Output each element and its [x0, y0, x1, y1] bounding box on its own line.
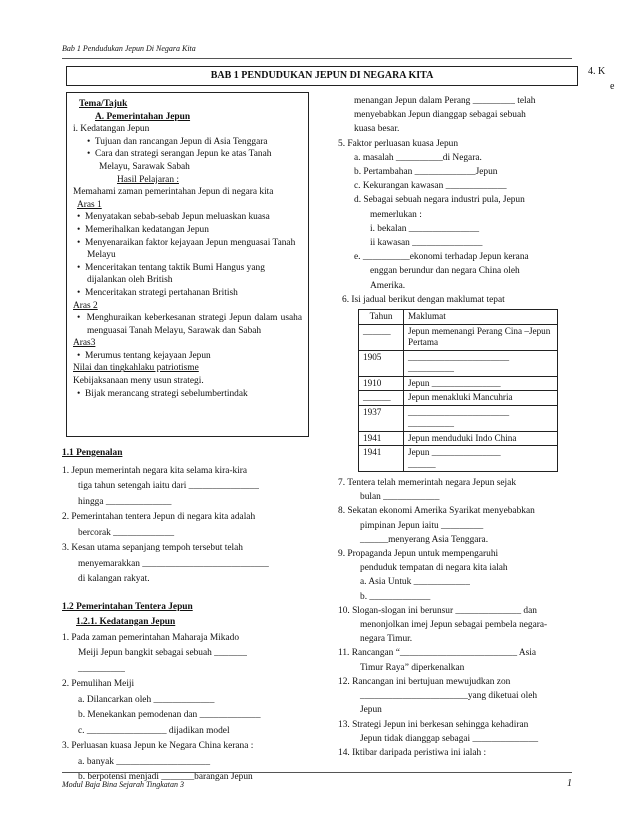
timeline-table: [358, 309, 558, 472]
question-item: [338, 504, 578, 547]
nilai-text: Kebijaksanaan meny usun strategi.: [73, 376, 204, 387]
continued-text: menangan Jepun dalam Perang _________ telah: [354, 96, 536, 106]
aras1-item: • Menyatakan sebab-sebab Jepun meluaskan kuasa: [77, 212, 270, 223]
year-cell: 1941: [359, 431, 404, 446]
question-line: 13. Strategi Jepun ini berkesan sehingga kehadiran: [338, 719, 529, 730]
right-column: [338, 94, 578, 760]
aras1-item: • Menyenaraikan faktor kejayaan Jepun menguasai Tanah Melayu: [77, 237, 296, 261]
perluasan-item: a. banyak ____________________: [78, 756, 211, 767]
question-line: ______menyerang Asia Tenggara.: [360, 534, 489, 545]
q5-item-cont: memerlukan :: [370, 209, 422, 220]
question-line: _______________________yang diketuai oleh: [360, 691, 538, 702]
year-cell: 1905: [359, 350, 404, 376]
nilai-item: • Bijak merancang strategi sebelumbertindak: [77, 388, 248, 399]
meiji-item: a. Dilancarkan oleh _____________: [78, 694, 215, 705]
question-line: Timur Raya” diperkenalkan: [360, 662, 465, 673]
question-line: 11. Rancangan “_________________________ Asia: [338, 648, 537, 659]
aras2-label: Aras 2: [73, 300, 98, 311]
q5-item-e-cont: enggan berundur dan negara China oleh: [370, 266, 520, 277]
year-cell: 1910: [359, 376, 404, 391]
section-1-2-heading: 1.2 Pemerintahan Tentera Jepun: [62, 601, 193, 612]
question-line: Jepun: [360, 705, 382, 716]
question-line: a. Asia Untuk ____________: [360, 577, 470, 588]
topic-item: • Tujuan dan rancangan Jepun di Asia Tenggara: [87, 136, 268, 147]
chapter-title: BAB 1 PENDUDUKAN JEPUN DI NEGARA KITA: [66, 66, 578, 86]
question-line: negara Timur.: [360, 634, 413, 645]
table-header-row: [359, 310, 558, 325]
corner-line-2: e: [610, 81, 615, 92]
question-item: [338, 646, 578, 674]
year-cell: 1941: [359, 446, 404, 472]
question-1-2-1: 1. Pada zaman pemerintahan Maharaja Mikado Meiji Jepun bangkit sebagai sebuah _______ __________: [62, 632, 247, 674]
table-row: [359, 350, 558, 376]
question-line: 10. Slogan-slogan ini berunsur ______________ dan: [338, 605, 537, 616]
aras3-label: Aras3: [73, 338, 96, 349]
q5-subitem: i. bekalan _______________: [370, 223, 480, 234]
question-item: [338, 675, 578, 718]
section-1-2-1-heading: 1.2.1. Kedatangan Jepun: [76, 617, 176, 627]
aras1-label: Aras 1: [77, 199, 102, 210]
question-item: [338, 547, 578, 604]
question-line: bulan ____________: [360, 492, 440, 503]
year-cell: ______: [359, 324, 404, 350]
running-header: Bab 1 Pendudukan Jepun Di Negara Kita: [62, 44, 196, 53]
info-cell: Jepun menduduki Indo China: [404, 431, 558, 446]
question-line: b. _____________: [360, 591, 431, 602]
question-5: 5. Faktor perluasan kuasa Jepun: [338, 138, 459, 149]
aras1-item: • Memerihalkan kedatangan Jepun: [77, 224, 209, 235]
section-1-1-heading: 1.1 Pengenalan: [62, 448, 123, 458]
q5-item: a. masalah __________di Negara.: [354, 152, 482, 163]
info-cell: ______________________ __________: [404, 405, 558, 431]
page-number: 1: [567, 778, 572, 789]
question-line: menonjolkan imej Jepun sebagai pembela negara-: [360, 620, 548, 631]
year-cell: ______: [359, 391, 404, 406]
question-perluasan: 3. Perluasan kuasa Jepun ke Negara China kerana :: [62, 741, 254, 751]
corner-text: [588, 64, 628, 94]
question-3: 3. Kesan utama sepanjang tempoh tersebut telah menyemarakkan ___________________________ di kalangan rakyat.: [62, 543, 269, 584]
info-cell: ______________________ __________: [404, 350, 558, 376]
meiji-item: c. _________________ dijadikan model: [78, 725, 230, 736]
info-cell: Jepun _______________ ______: [404, 446, 558, 472]
question-2: 2. Pemerintahan tentera Jepun di negara kita adalah bercorak _____________: [62, 512, 256, 538]
info-cell: Jepun _______________: [404, 376, 558, 391]
table-header-cell: Maklumat: [404, 310, 558, 325]
topic-summary-box: [66, 92, 309, 437]
question-line: Jepun tidak dianggap sebagai ______________: [360, 733, 539, 744]
question-line: 7. Tentera telah memerintah negara Jepun sejak: [338, 478, 517, 489]
perluasan-item: b. berpotensi menjadi _______barangan Jepun: [78, 772, 253, 782]
question-item: [338, 746, 578, 760]
question-line: 8. Sekatan ekonomi Amerika Syarikat menyebabkan: [338, 506, 535, 517]
aras1-item: • Menceritakan tentang taktik Bumi Hangus yang dijalankan oleh British: [77, 262, 265, 286]
q5-item: c. Kekurangan kawasan _____________: [354, 181, 507, 192]
footer-rule: [62, 772, 572, 773]
corner-line-1: 4. K: [588, 66, 606, 77]
question-line: 9. Propaganda Jepun untuk mempengaruhi: [338, 549, 499, 560]
info-cell: Jepun menakluki Mancuhria: [404, 391, 558, 406]
table-row: [359, 431, 558, 446]
question-line: pimpinan Jepun iaitu _________: [360, 520, 484, 531]
section-a-heading: A. Pemerintahan Jepun: [95, 111, 191, 122]
q5-subitem: ii kawasan _______________: [370, 238, 483, 249]
question-line: penduduk tempatan di negara kita ialah: [360, 563, 508, 574]
sub-heading: i. Kedatangan Jepun: [73, 124, 150, 135]
aras3-item: • Merumus tentang kejayaan Jepun: [77, 350, 211, 361]
topic-item: • Cara dan strategi serangan Jepun ke atas Tanah Melayu, Sarawak Sabah: [87, 149, 272, 172]
hasil-label: Hasil Pelajaran :: [117, 174, 179, 185]
table-header-cell: Tahun: [359, 310, 404, 325]
question-1: 1. Jepun memerintah negara kita selama kira-kira tiga tahun setengah iaitu dari _______________ hingga ______________: [62, 465, 259, 507]
table-row: [359, 446, 558, 472]
table-row: [359, 376, 558, 391]
year-cell: 1937: [359, 405, 404, 431]
tema-label: Tema/Tajuk: [79, 99, 128, 109]
table-row: [359, 324, 558, 350]
footer-module: Modul Baja Bina Sejarah Tingkatan 3: [62, 780, 184, 789]
question-line: 14. Iktibar daripada peristiwa ini ialah :: [338, 747, 487, 758]
question-item: [338, 718, 578, 746]
table-row: [359, 405, 558, 431]
question-pemulihan-meiji: 2. Pemulihan Meiji: [62, 679, 135, 689]
meiji-item: b. Menekankan pemodenan dan _____________: [78, 710, 261, 720]
hasil-text: Memahami zaman pemerintahan Jepun di negara kita: [73, 187, 274, 198]
question-6: 6. Isi jadual berikut dengan maklumat tepat: [342, 294, 505, 305]
question-item: [338, 476, 578, 504]
q5-item: b. Pertambahan _____________Jepun: [354, 167, 498, 178]
continued-text: menyebabkan Jepun dianggap sebagai sebuah: [354, 110, 526, 121]
q5-item-e-cont: Amerika.: [370, 280, 406, 291]
question-line: 12. Rancangan ini bertujuan mewujudkan zon: [338, 676, 511, 687]
info-cell: Jepun memenangi Perang Cina –Jepun Pertama: [404, 324, 558, 350]
header-rule: [62, 58, 572, 59]
table-row: [359, 391, 558, 406]
aras2-item: • Menghuraikan keberkesanan strategi Jepun dalam usaha menguasai Tanah Melayu, Sarawak dan Sabah: [77, 313, 302, 336]
aras1-item: • Menceritakan strategi pertahanan British: [77, 287, 238, 298]
q5-item-e: e. __________ekonomi terhadap Jepun kerana: [354, 252, 529, 263]
left-column: [62, 446, 312, 786]
later-questions: [338, 476, 578, 760]
q5-item: d. Sebagai sebuah negara industri pula, Jepun: [354, 195, 525, 206]
nilai-label: Nilai dan tingkahlaku patriotisme: [73, 363, 199, 374]
question-item: [338, 604, 578, 647]
continued-text: kuasa besar.: [354, 124, 400, 135]
